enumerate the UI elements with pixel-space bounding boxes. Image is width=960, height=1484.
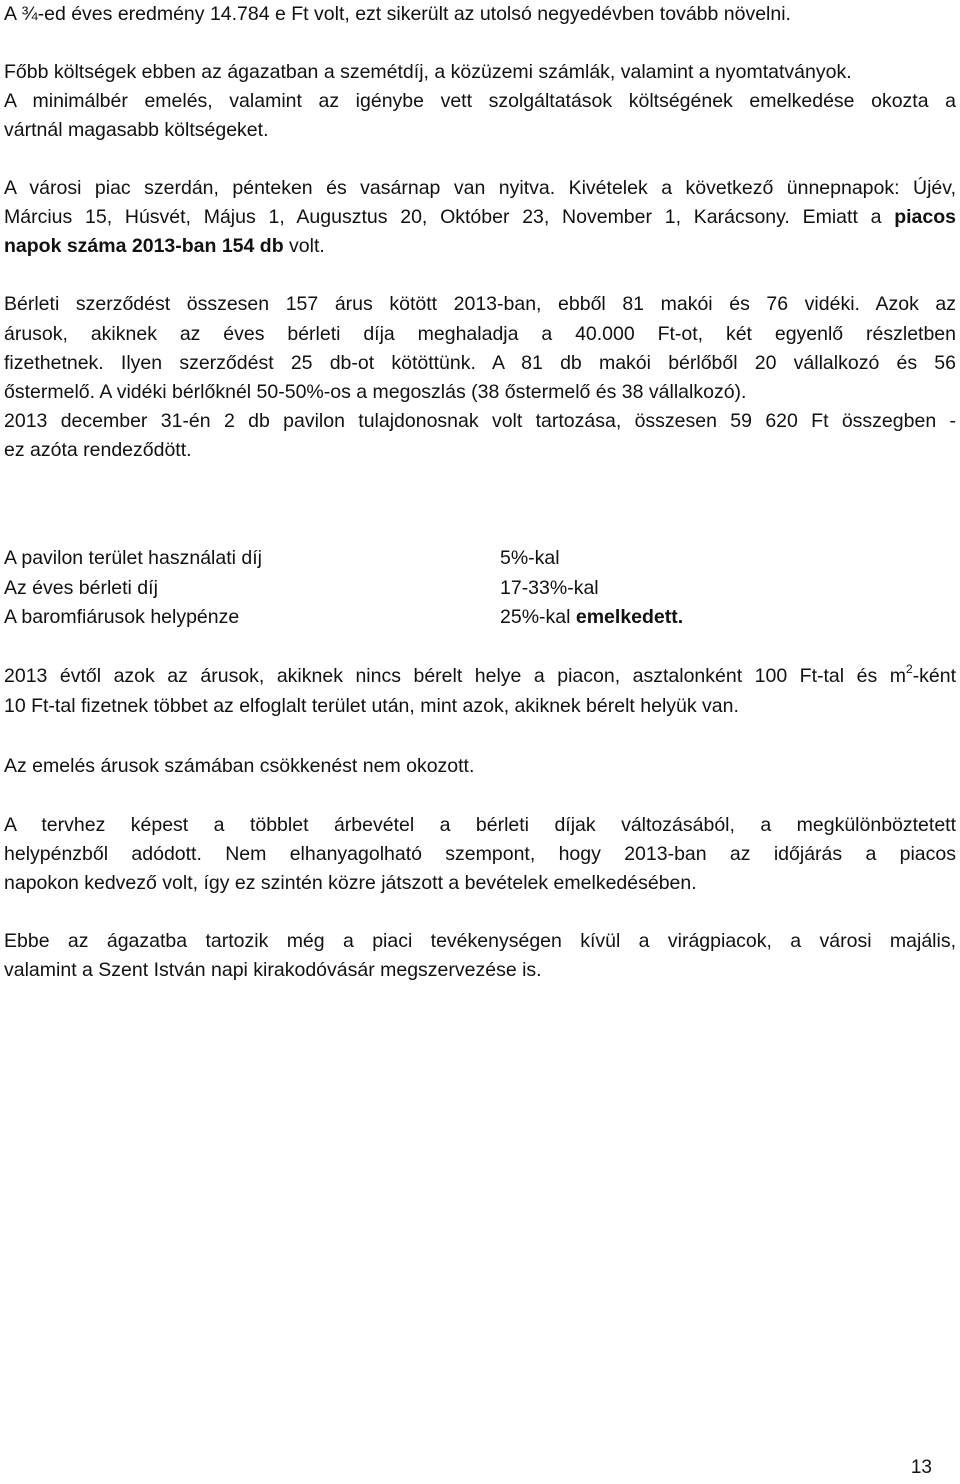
text-line: [4, 232, 956, 261]
text-run: Március 15, Húsvét, Május 1, Augusztus 20, Október 23, November 1, Karácsony. Emiatt a: [4, 206, 895, 228]
fee-label: A pavilon terület használati díj: [4, 547, 262, 569]
bold-text-run: piacos: [894, 206, 956, 228]
superscript: 2: [905, 662, 913, 676]
text-line: 10 Ft-tal fizetnek többet az elfoglalt terület után, mint azok, akiknek bérelt helyük van.: [4, 695, 739, 717]
text-run: 2013 évtől azok az árusok, akiknek nincs bérelt helye a piacon, asztalonként 100 Ft-tal és m: [4, 665, 906, 687]
fee-label: A baromfiárusok helypénze: [4, 606, 240, 628]
fee-value: 17-33%-kal: [500, 577, 599, 599]
fee-value-suffix: emelkedett.: [575, 606, 684, 628]
text-line: Főbb költségek ebben az ágazatban a szemétdíj, a közüzemi számlák, valamint a nyomtatványok.: [4, 61, 852, 83]
text-line: vártnál magasabb költségeket.: [4, 119, 269, 141]
page-number: 13: [910, 1457, 932, 1478]
fee-value: [500, 603, 683, 632]
text-line: őstermelő. A vidéki bérlőknél 50-50%-os a megoszlás (38 őstermelő és 38 vállalkozó).: [4, 381, 747, 403]
text-line: valamint a Szent István napi kirakodóvásár megszervezése is.: [4, 959, 542, 981]
fee-value-text: 25%-kal: [500, 606, 576, 628]
text-line: árusok, akiknek az éves bérleti díja meghaladja a 40.000 Ft-ot, két egyenlő részletben: [4, 323, 956, 345]
text-line: helypénzből adódott. Nem elhanyagolható szempont, hogy 2013-ban az időjárás a piacos: [4, 843, 956, 865]
bold-text-run: napok száma 2013-ban 154 db: [4, 235, 284, 257]
text-line: Ebbe az ágazatba tartozik még a piaci tevékenységen kívül a virágpiacok, a városi majális,: [4, 930, 956, 952]
fee-label: Az éves bérleti díj: [4, 577, 158, 599]
text-run: -ként: [912, 665, 956, 687]
text-line: A ¾-ed éves eredmény 14.784 e Ft volt, ezt sikerült az utolsó negyedévben tovább növelni.: [4, 3, 791, 25]
text-line: ez azóta rendeződött.: [4, 439, 192, 461]
text-line: Az emelés árusok számában csökkenést nem okozott.: [4, 755, 475, 777]
text-line: 2013 december 31-én 2 db pavilon tulajdonosnak volt tartozása, összesen 59 620 Ft összegben -: [4, 410, 956, 432]
text-line: [4, 662, 956, 693]
text-line: A minimálbér emelés, valamint az igénybe vett szolgáltatások költségének emelkedése okozta a: [4, 90, 956, 112]
text-line: A városi piac szerdán, pénteken és vasárnap van nyitva. Kivételek a következő ünnepnapok: Újév,: [4, 177, 956, 199]
text-line: [4, 203, 956, 232]
fee-value: 5%-kal: [500, 547, 560, 569]
text-line: A tervhez képest a többlet árbevétel a bérleti díjak változásából, a megkülönböztetett: [4, 814, 956, 836]
text-line: napokon kedvező volt, így ez szintén közre játszott a bevételek emelkedésében.: [4, 872, 697, 894]
text-run: volt.: [283, 235, 325, 257]
text-line: Bérleti szerződést összesen 157 árus kötött 2013-ban, ebből 81 makói és 76 vidéki. Azok az: [4, 293, 956, 315]
text-line: fizethetnek. Ilyen szerződést 25 db-ot kötöttünk. A 81 db makói bérlőből 20 vállalkozó és 56: [4, 352, 956, 374]
